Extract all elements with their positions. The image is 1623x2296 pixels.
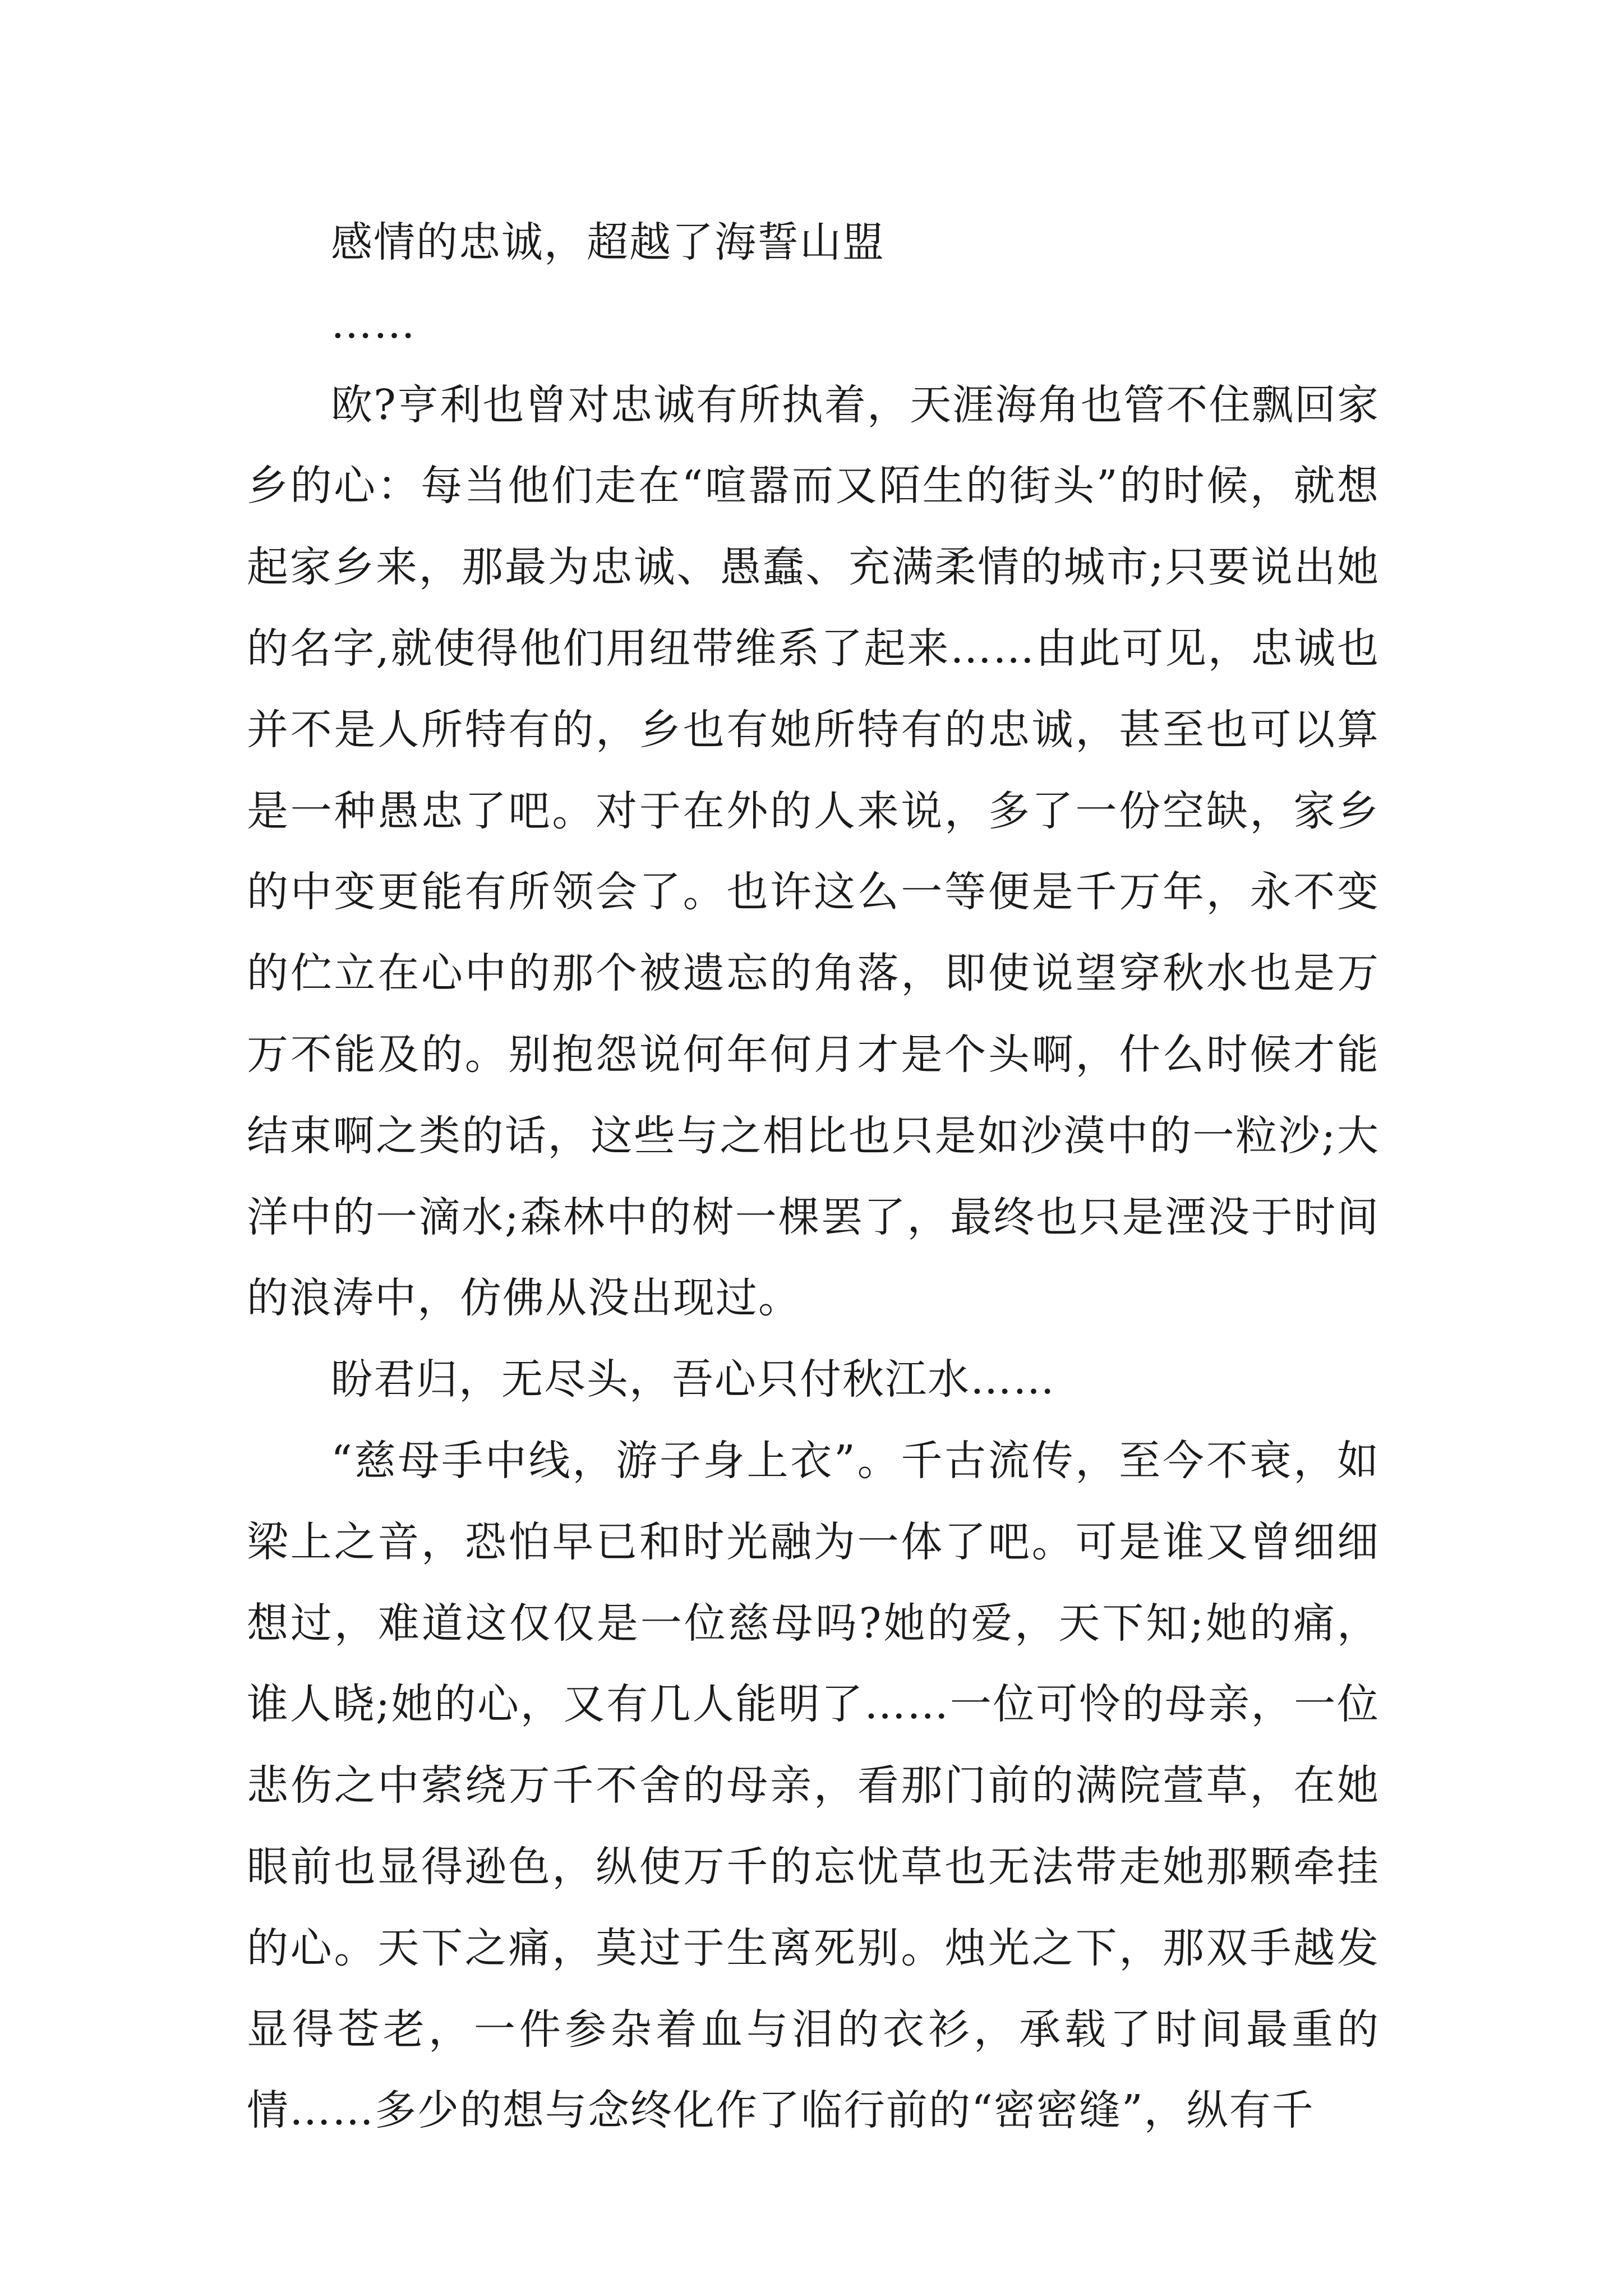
paragraph-o-henry: 欧?亨利也曾对忠诚有所执着，天涯海角也管不住飘回家乡的心：每当他们走在“喧嚣而又陌生的街头”的时候，就想起家乡来，那最为忠诚、愚蠢、充满柔情的城市;只要说出她的名字,就使得他们用纽带维系了起来……由此可见，忠诚也并不是人所特有的，乡也有她所特有的忠诚，甚至也可以算是一种愚忠了吧。对于在外的人来说，多了一份空缺，家乡的中变更能有所领会了。也许这么一等便是千万年，永不变的伫立在心中的那个被遗忘的角落，即使说望穿秋水也是万万不能及的。别抱怨说何年何月才是个头啊，什么时候才能结束啊之类的话，这些与之相比也只是如沙漠中的一粒沙;大洋中的一滴水;森林中的树一棵罢了，最终也只是湮没于时间的浪涛中，仿佛从没出现过。 [247, 380, 1380, 1323]
ellipsis-line: …… [331, 299, 416, 348]
essay-body [247, 202, 1380, 2151]
paragraph-mother: “慈母手中线，游子身上衣”。千古流传，至今不衰，如梁上之音，恐怕早已和时光融为一体了吧。可是谁又曾细细想过，难道这仅仅是一位慈母吗?她的爱，天下知;她的痛，谁人晓;她的心，又有几人能明了……一位可怜的母亲，一位悲伤之中萦绕万千不舍的母亲，看那门前的满院萱草，在她眼前也显得逊色，纵使万千的忘忧草也无法带走她那颗牵挂的心。天下之痛，莫过于生离死别。烛光之下，那双手越发显得苍老，一件参杂着血与泪的衣衫，承载了时间最重的情……多少的想与念终化作了临行前的“密密缝”，纵有千 [247, 1436, 1380, 2135]
heading-line: 感情的忠诚，超越了海誓山盟 [331, 218, 885, 266]
verse-line: 盼君归，无尽头，吾心只付秋江水…… [331, 1355, 1055, 1404]
